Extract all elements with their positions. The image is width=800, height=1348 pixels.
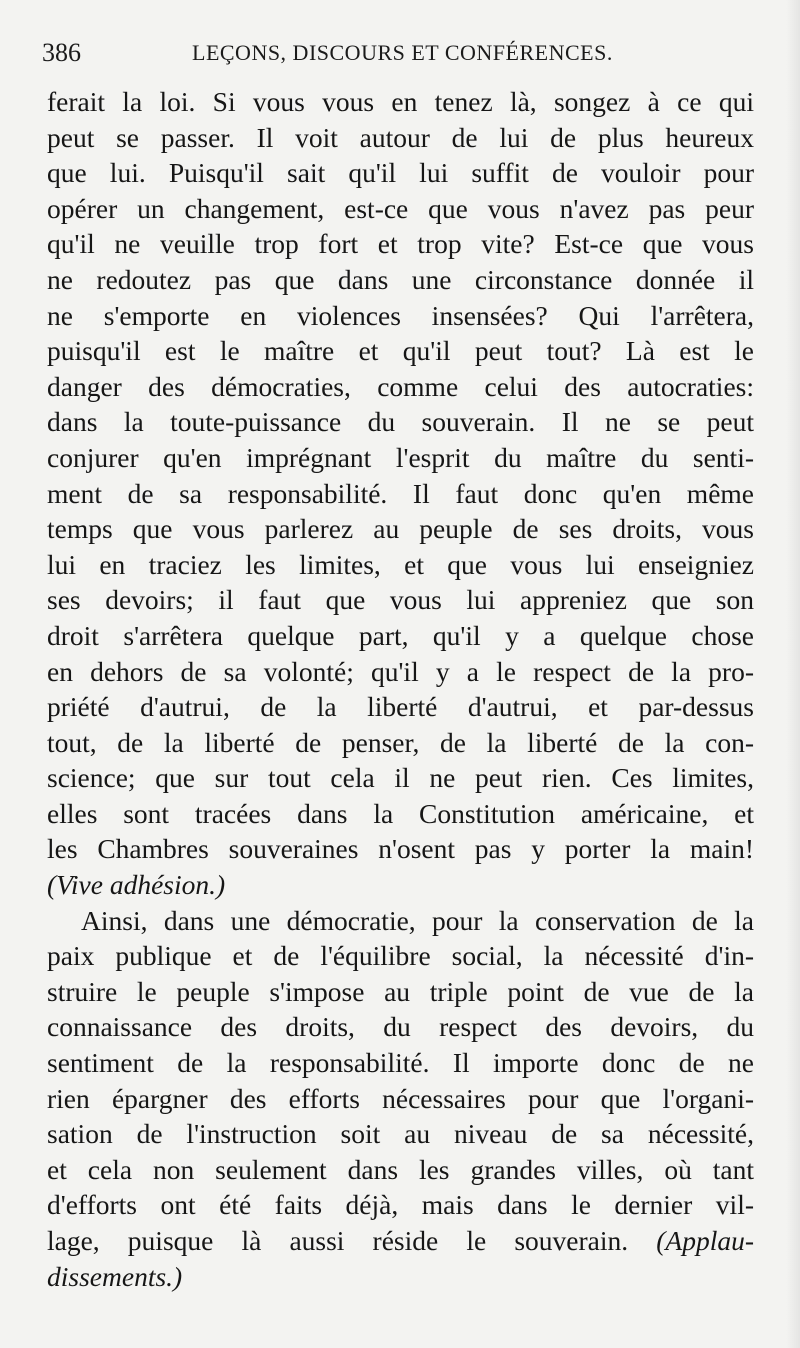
- text-line: en dehors de sa volonté; qu'il y a le respect de la pro-: [47, 655, 754, 687]
- running-title: LEÇONS, DISCOURS ET CONFÉRENCES.: [192, 40, 613, 65]
- text-line: temps que vous parlerez au peuple de ses droits, vous: [47, 513, 754, 545]
- text-line: rien épargner des efforts nécessaires pour que l'organi-: [47, 1082, 754, 1114]
- text-line: ses devoirs; il faut que vous lui appreniez que son: [47, 584, 754, 616]
- text-line: elles sont tracées dans la Constitution américaine, et: [47, 797, 754, 829]
- text-line: dans la toute-puissance du souverain. Il ne se peut: [47, 406, 754, 438]
- text-line: lui en traciez les limites, et que vous lui enseigniez: [47, 548, 754, 580]
- text-line: struire le peuple s'impose au triple point de vue de la: [47, 975, 754, 1007]
- body-text: [47, 84, 754, 1294]
- text-line: ferait la loi. Si vous vous en tenez là, songez à ce qui: [47, 86, 754, 117]
- text-line: ne redoutez pas que dans une circonstance donnée il: [47, 263, 754, 295]
- text-line: sentiment de la responsabilité. Il importe donc de ne: [47, 1047, 754, 1079]
- text-line: sation de l'instruction soit au niveau de sa nécessité,: [47, 1118, 754, 1150]
- text-line: paix publique et de l'équilibre social, la nécessité d'in-: [47, 940, 754, 972]
- text-line: danger des démocraties, comme celui des autocraties:: [47, 370, 754, 402]
- text-line: ment de sa responsabilité. Il faut donc qu'en même: [47, 477, 754, 509]
- text-line: qu'il ne veuille trop fort et trop vite? Est-ce que vous: [47, 228, 754, 260]
- text-line: les Chambres souveraines n'osent pas y porter la main!: [47, 833, 754, 865]
- text-line: ne s'emporte en violences insensées? Qui l'arrêtera,: [47, 299, 754, 331]
- text-line: connaissance des droits, du respect des devoirs, du: [47, 1011, 754, 1043]
- text-line: puisqu'il est le maître et qu'il peut tout? Là est le: [47, 335, 754, 367]
- text-line: et cela non seulement dans les grandes villes, où tant: [47, 1153, 754, 1185]
- text-line: peut se passer. Il voit autour de lui de plus heureux: [47, 121, 754, 153]
- text-fragment: lage, puisque là aussi réside le souverain.: [47, 1225, 629, 1256]
- stage-direction: dissements.): [47, 1260, 183, 1292]
- page-edge-shadow: [786, 0, 800, 1348]
- stage-direction: (Vive adhésion.): [47, 869, 226, 901]
- stage-direction: (Applau-: [656, 1225, 754, 1256]
- page-header: [42, 38, 762, 78]
- text-line: science; que sur tout cela il ne peut rien. Ces limites,: [47, 762, 754, 794]
- text-line: que lui. Puisqu'il sait qu'il lui suffit de vouloir pour: [47, 157, 754, 189]
- text-line: Ainsi, dans une démocratie, pour la conservation de la: [81, 904, 754, 936]
- page-number: 386: [42, 38, 81, 67]
- text-line: droit s'arrêtera quelque part, qu'il y a quelque chose: [47, 619, 754, 651]
- text-line: conjurer qu'en imprégnant l'esprit du maître du senti-: [47, 441, 754, 473]
- text-line: priété d'autrui, de la liberté d'autrui, et par-dessus: [47, 691, 754, 723]
- text-line-with-direction: [47, 1223, 754, 1259]
- text-line: opérer un changement, est-ce que vous n'avez pas peur: [47, 192, 754, 224]
- text-line: tout, de la liberté de penser, de la liberté de la con-: [47, 726, 754, 758]
- text-line: d'efforts ont été faits déjà, mais dans le dernier vil-: [47, 1189, 754, 1221]
